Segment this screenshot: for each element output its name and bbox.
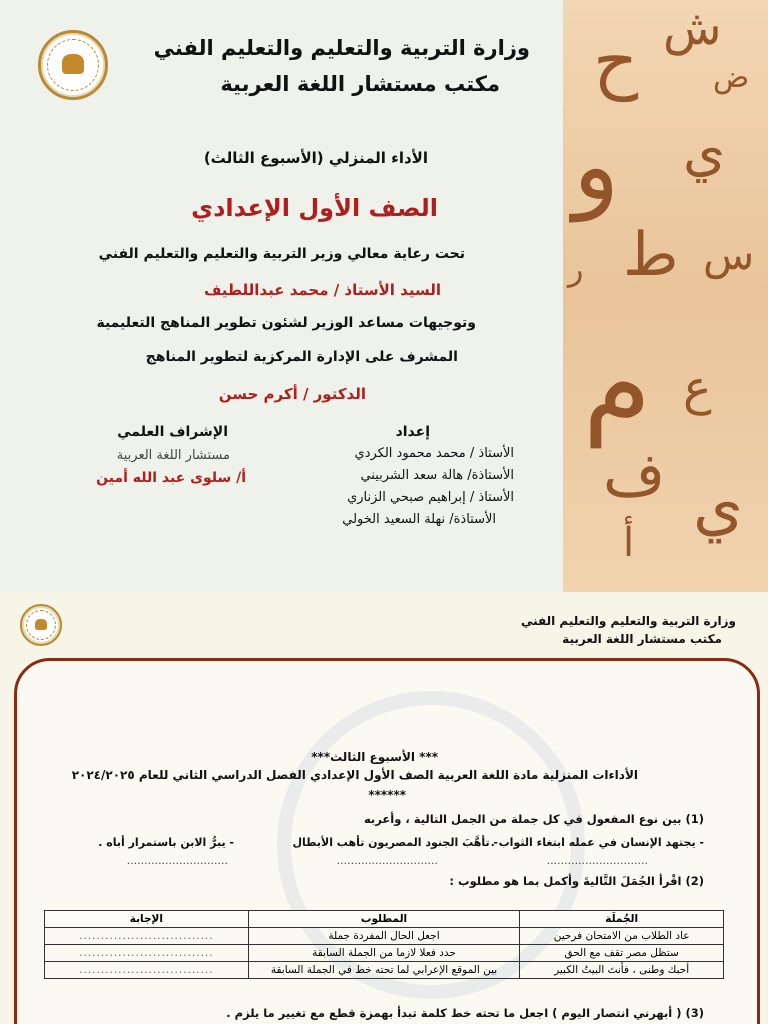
- q1-item-1: - يجتهد الإنسان في عمله ابتغاء الثواب .: [490, 836, 704, 849]
- preparation-heading: إعداد: [395, 424, 430, 440]
- worksheet-title: الأداءات المنزلية مادة اللغة العربية الصف الأول الإعدادي الفصل الدراسي الثاني للعام ٢٠٢٤/٢٠٢٥: [71, 768, 638, 782]
- question-2: (2) اقْرأ الجُمَلَ التَّاليةَ وأكمل بما هو مطلوب :: [449, 874, 704, 888]
- q1-item-3: - يبرُّ الابن باستمرار أباه .: [98, 836, 234, 849]
- table-row: [45, 945, 724, 962]
- supervisor-role: المشرف على الإدارة المركزية لتطوير المناهج: [145, 349, 458, 365]
- week-label: *** الأسبوع الثالث***: [311, 750, 438, 764]
- question-2-table: [44, 910, 724, 979]
- patronage-text: تحت رعاية معالي وزير التربية والتعليم والتعليم الفني: [98, 246, 465, 262]
- required-cell: حدد فعلا لازما من الجملة السابقة: [248, 945, 520, 962]
- col-answer-header: الإجابة: [45, 911, 249, 928]
- preparer-2: الأستاذة/ هالة سعد الشربيني: [360, 468, 514, 483]
- calligraphy-decoration: ح ش و ي ط س م ع ف ي أ ض ر: [563, 0, 768, 592]
- stars-separator: ******: [368, 788, 406, 802]
- answer-cell[interactable]: ...............................: [45, 928, 249, 945]
- performance-label: الأداء المنزلي (الأسبوع الثالث): [203, 149, 428, 167]
- sentence-cell: عاد الطلاب من الامتحان فرحين: [520, 928, 724, 945]
- table-row: [45, 928, 724, 945]
- col-required-header: المطلوب: [248, 911, 520, 928]
- question-3: (3) ( أبهرني انتصار اليوم ) اجعل ما تحته خط كلمة تبدأ بهمزة قطع مع تغيير ما يلزم .: [226, 1006, 704, 1020]
- answer-cell[interactable]: ...............................: [45, 945, 249, 962]
- ministry-logo-small: [20, 604, 62, 646]
- q1-answer-line-1[interactable]: .............................: [546, 854, 648, 867]
- required-cell: اجعل الحال المفردة جملة: [248, 928, 520, 945]
- preparer-3: الأستاذ / إبراهيم صبحي الزناري: [347, 490, 514, 505]
- grade-title: الصف الأول الإعدادي: [191, 194, 438, 222]
- preparer-1: الأستاذ / محمد محمود الكردي: [354, 446, 514, 461]
- sheet-office: مكتب مستشار اللغة العربية: [562, 632, 722, 646]
- minister-name: السيد الأستاذ / محمد عبداللطيف: [203, 281, 441, 299]
- answer-cell[interactable]: ...............................: [45, 962, 249, 979]
- q1-answer-line-2[interactable]: .............................: [336, 854, 438, 867]
- q1-item-2: - تأهَّبَ الجنود المصريون تأهب الأبطال: [292, 836, 498, 849]
- sentence-cell: ستظل مصر تقف مع الحق: [520, 945, 724, 962]
- question-1: (1) بين نوع المفعول في كل جملة من الجمل التالية ، وأعربه: [363, 812, 704, 826]
- ministry-logo: [38, 30, 108, 100]
- col-sentence-header: الجُملَة: [520, 911, 724, 928]
- sentence-cell: أحبك وطنى ، فأنتَ البيتُ الكبير: [520, 962, 724, 979]
- q1-answer-line-3[interactable]: .............................: [126, 854, 228, 867]
- supervisor-name: الدكتور / أكرم حسن: [218, 385, 366, 403]
- preparer-4: الأستاذة/ نهلة السعيد الخولي: [342, 512, 496, 527]
- ministry-title: وزارة التربية والتعليم والتعليم الفني: [153, 36, 530, 60]
- office-title: مكتب مستشار اللغة العربية: [220, 72, 500, 96]
- eagle-icon: [35, 619, 47, 630]
- eagle-icon: [62, 54, 84, 74]
- scientific-supervision-heading: الإشراف العلمي: [117, 424, 228, 440]
- scientific-supervisor-role: مستشار اللغة العربية: [116, 448, 230, 463]
- table-row: [45, 962, 724, 979]
- table-header-row: [45, 911, 724, 928]
- worksheet-page: [0, 592, 768, 1024]
- guidance-text: وتوجيهات مساعد الوزير لشئون تطوير المناهج التعليمية: [96, 315, 476, 331]
- scientific-supervisor-name: أ/ سلوى عبد الله أمين: [96, 470, 246, 486]
- required-cell: بين الموقع الإعرابي لما تحته خط في الجملة السابقة: [248, 962, 520, 979]
- sheet-ministry: وزارة التربية والتعليم والتعليم الفني: [520, 614, 736, 628]
